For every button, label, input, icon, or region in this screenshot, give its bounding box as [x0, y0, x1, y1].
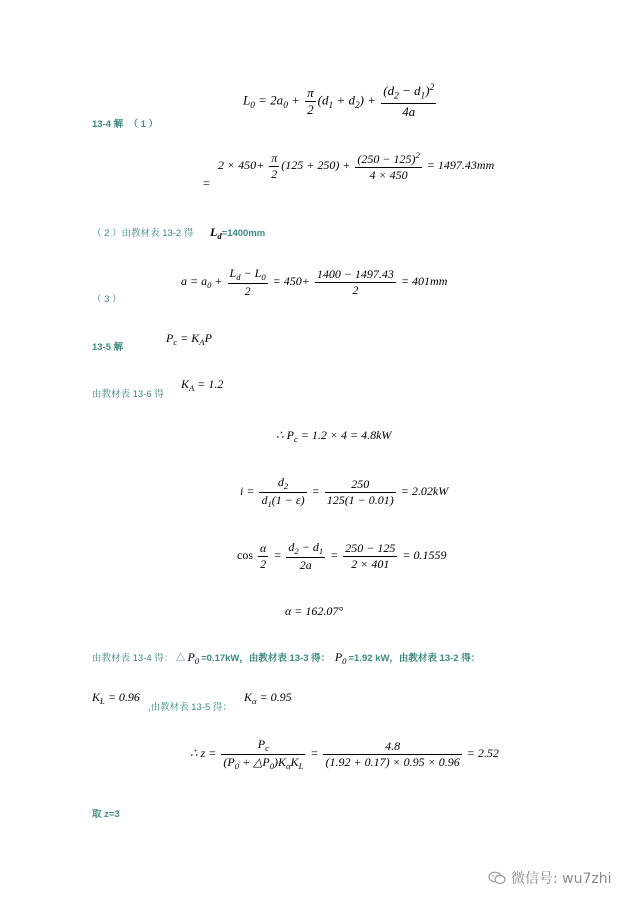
conclusion: 取 z=3: [92, 809, 120, 820]
calc-ratio-i: i = $\frac{d_2}{d_1(1 - \varepsilon)}$ = $\frac{250}{125(1 - 0.01)}$ = 2.02kW: [240, 475, 449, 509]
problem-label-13-4: 13-4 解 （ 1 ）: [92, 119, 158, 130]
tables-line: 由教材表 13-4 得： △ $P_0 =0.17kW$，由教材表 13-3 得： $P_0 =1.92$ kW，由教材表 13-2 得：: [92, 650, 481, 667]
calc-pc: ∴ $P_c = 1.2 \times 4 = 4.8kW$: [276, 428, 392, 445]
wechat-icon: [488, 871, 506, 885]
formula-design-power: $P_c = K_AP$: [166, 331, 212, 348]
ka-alpha-value: $K_\alpha = 0.95$: [244, 690, 292, 707]
step-2-line: （ 2 ）由教材表 13-2 得 $L_d=1400mm$: [92, 225, 266, 242]
step-3-label: （ 3 ）: [92, 294, 122, 305]
calc-belt-length: 2 × 450+ $\frac{\pi}{2}$ (125 + 250) + $\frac{(250 - 125)^2}{4 \times 450}$ = 1497.43mm: [218, 150, 495, 182]
calc-cos-alpha: cos $\frac{\alpha}{2}$ = $\frac{d_2 - d_1}{2a}$ = $\frac{250 - 125}{2 \times 401}$ = 0.1559: [237, 540, 447, 572]
table-13-5-line: ,由教材表 13-5 得：: [148, 702, 232, 713]
calc-center-distance: $a = a_0$ + $\frac{L_d - L_0}{2}$ = 450+ $\frac{1400 - 1497.43}{2}$ = 401mm: [181, 266, 448, 298]
problem-label-13-5: 13-5 解: [92, 342, 124, 353]
calc-alpha: α = 162.07°: [285, 604, 344, 618]
watermark: [488, 868, 612, 888]
formula-belt-length: $L_0 = 2a_0$ + $\frac{\pi}{2}$ $(d_1 + d_2)$ + $\frac{(d_2 - d_1)^2}{4a}$: [243, 83, 435, 120]
kl-value: $K_L = 0.96$: [92, 690, 140, 707]
calc-belt-count: ∴ z = $\frac{P_c}{(P_0 + \triangle P_0)K_\alpha K_L}$ = $\frac{4.8}{(1.92 + 0.17) \times 0.95 \times 0.96}$ = 2.52: [190, 737, 499, 771]
ka-value: $K_A = 1.2$: [181, 377, 224, 394]
watermark-text: 微信号: wu7zhi: [511, 871, 612, 887]
eq-prefix: =: [203, 176, 210, 190]
table-13-6-line: 由教材表 13-6 得: [92, 389, 164, 400]
